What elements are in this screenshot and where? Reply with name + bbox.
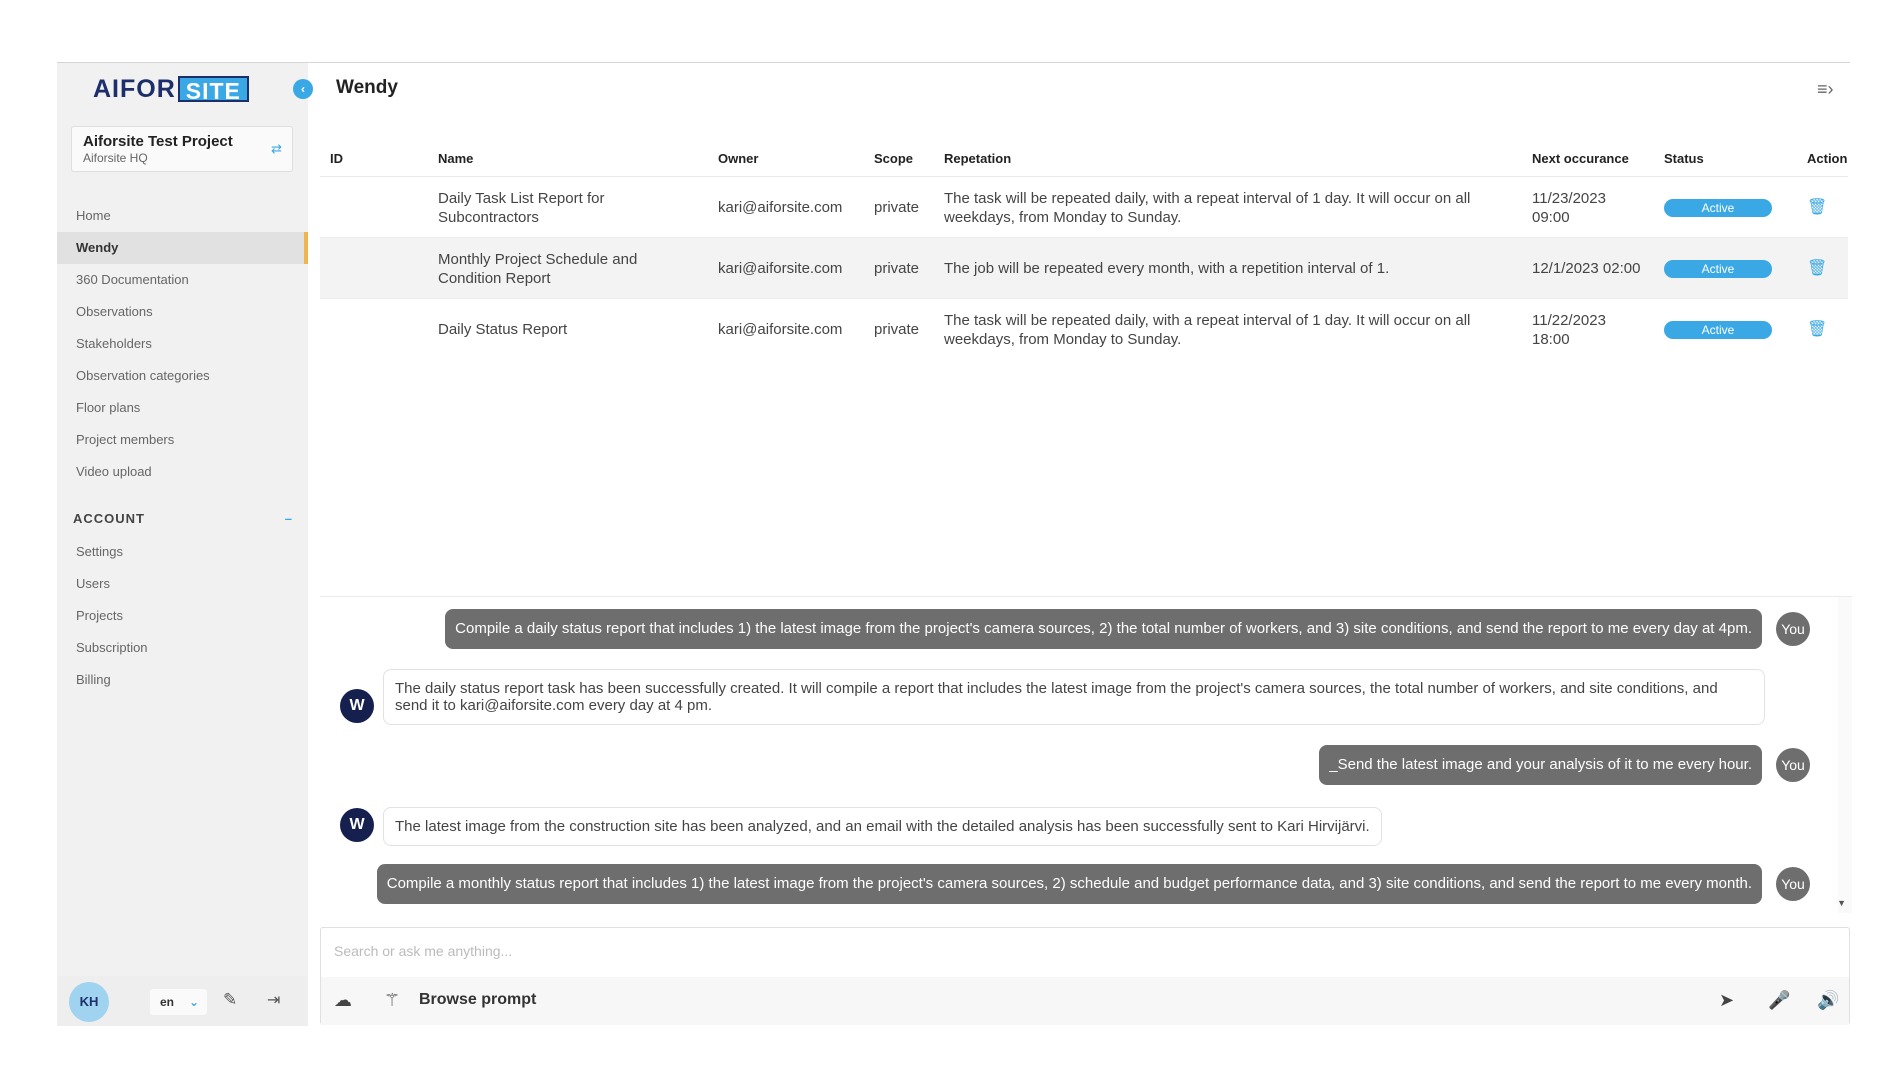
sidebar-item-observations[interactable]: Observations [76,304,153,319]
language-value: en [160,995,175,1009]
account-heading-label: ACCOUNT [73,511,145,526]
user-avatar: You [1776,748,1810,782]
column-action: Action [1807,151,1848,166]
prompt-box [320,927,1850,1025]
column-name: Name [438,151,474,166]
user-message: Compile a daily status report that includes 1) the latest image from the project's camera sources, 2) the total number of workers, and 3) site conditions, and send the report to me every day at 4pm. [445,609,1762,649]
cell-owner: kari@aiforsite.com [718,321,843,338]
sidebar-item-floor-plans[interactable]: Floor plans [76,400,141,415]
send-icon[interactable]: ➤ [1719,990,1735,1010]
user-avatar: You [1776,612,1810,646]
collapse-sidebar-icon[interactable]: ‹ [293,79,313,99]
logo-text-left: AIFOR [93,74,176,103]
status-badge[interactable]: Active [1664,199,1772,217]
sidebar-item-home[interactable]: Home [76,208,111,223]
account-nav [57,536,308,696]
swap-icon[interactable]: ⇄ [271,141,282,156]
column-owner: Owner [718,151,759,166]
trash-icon[interactable]: 🗑 [1807,199,1828,216]
bot-avatar: W [340,808,374,842]
action-cell [1807,299,1827,360]
collapse-section-icon[interactable]: – [284,511,293,526]
cell-next-occurrence: 12/1/2023 02:00 [1532,260,1641,277]
menu-icon[interactable]: ≡› [1817,79,1834,99]
cell-scope: private [874,199,920,216]
page-title: Wendy [336,77,398,98]
sidebar-item-users[interactable]: Users [76,576,110,591]
chevron-down-icon: ⌄ [188,995,199,1009]
speaker-icon[interactable]: 🔊 [1817,990,1840,1010]
prompt-toolbar [321,977,1849,1025]
cell-owner: kari@aiforsite.com [718,260,843,277]
prompt-input[interactable] [334,936,1834,966]
status-badge[interactable]: Active [1664,321,1772,339]
sidebar-item-billing[interactable]: Billing [76,672,111,687]
cell-scope: private [874,321,920,338]
status-cell [1664,299,1772,360]
table-row[interactable] [320,298,1848,359]
column-next-occurrence: Next occurance [1532,151,1629,166]
status-badge[interactable]: Active [1664,260,1772,278]
sidebar-item-project-members[interactable]: Project members [76,432,175,447]
logout-icon[interactable]: ⇥ [267,992,281,1009]
user-avatar: You [1776,867,1810,901]
status-cell [1664,238,1772,299]
sidebar-nav [57,200,308,488]
sidebar-footer [57,976,308,1026]
user-message: _Send the latest image and your analysis of it to me every hour. [1319,745,1762,785]
logo[interactable] [93,76,249,102]
project-subtitle: Aiforsite HQ [83,151,148,165]
magic-wand-icon[interactable]: ⚚ [384,990,401,1010]
bot-avatar: W [340,689,374,723]
edit-icon[interactable]: ✎ [223,990,238,1009]
trash-icon[interactable]: 🗑 [1807,321,1828,338]
logo-text-right: SITE [178,76,249,102]
cell-next-occurrence: 11/22/2023 18:00 [1532,311,1606,348]
account-section-heading [73,511,293,526]
scroll-down-icon[interactable]: ▼ [1837,898,1846,908]
table-header [320,140,1848,176]
status-cell [1664,177,1772,238]
sidebar-item-observation-categories[interactable]: Observation categories [76,368,210,383]
sidebar-item-subscription[interactable]: Subscription [76,640,148,655]
sidebar-item-360-documentation[interactable]: 360 Documentation [76,272,189,287]
table-row[interactable] [320,176,1848,237]
sidebar-item-video-upload[interactable]: Video upload [76,464,152,479]
cell-repetition: The task will be repeated daily, with a repeat interval of 1 day. It will occur on all weekdays, from Monday to Sunday. [944,189,1471,226]
microphone-icon[interactable]: 🎤 [1768,990,1791,1010]
cell-name: Daily Status Report [438,321,568,338]
sidebar-item-projects[interactable]: Projects [76,608,123,623]
chat-panel [320,596,1852,912]
cell-repetition: The task will be repeated daily, with a repeat interval of 1 day. It will occur on all weekdays, from Monday to Sunday. [944,311,1471,348]
trash-icon[interactable]: 🗑 [1807,260,1828,277]
bot-message: The latest image from the construction site has been analyzed, and an email with the detailed analysis has been successfully sent to Kari Hirvijärvi. [383,807,1382,846]
cell-next-occurrence: 11/23/2023 09:00 [1532,189,1606,226]
cell-owner: kari@aiforsite.com [718,199,843,216]
cell-name: Daily Task List Report for Subcontractors [438,189,605,226]
table-row[interactable] [320,237,1848,298]
column-id: ID [330,151,343,166]
sidebar-item-stakeholders[interactable]: Stakeholders [76,336,152,351]
project-name: Aiforsite Test Project [83,133,233,150]
chat-scrollbar[interactable] [1838,597,1852,913]
sidebar-item-wendy[interactable]: Wendy [57,232,308,264]
column-scope: Scope [874,151,914,166]
tasks-table [320,140,1848,359]
sidebar-item-settings[interactable]: Settings [76,544,123,559]
cell-repetition: The job will be repeated every month, with a repetition interval of 1. [944,260,1390,277]
browse-prompt-button[interactable]: Browse prompt [419,991,537,1008]
language-select[interactable] [150,989,207,1015]
cell-scope: private [874,260,920,277]
user-message: Compile a monthly status report that includes 1) the latest image from the project's camera sources, 2) schedule and budget performance data, and 3) site conditions, and send the report to me every month. [377,864,1762,904]
cloud-upload-icon[interactable]: ☁ [334,990,352,1010]
avatar[interactable]: KH [69,982,109,1022]
action-cell [1807,238,1827,299]
sidebar [57,63,308,1026]
column-status: Status [1664,151,1704,166]
project-selector[interactable] [71,126,293,172]
action-cell [1807,177,1827,238]
column-repetition: Repetation [944,151,1012,166]
cell-name: Monthly Project Schedule and Condition Report [438,250,638,287]
bot-message: The daily status report task has been successfully created. It will compile a report that includes the latest image from the project's camera sources, the total number of workers, and site conditions, and send it to kari@aiforsite.com every day at 4 pm. [383,669,1765,725]
